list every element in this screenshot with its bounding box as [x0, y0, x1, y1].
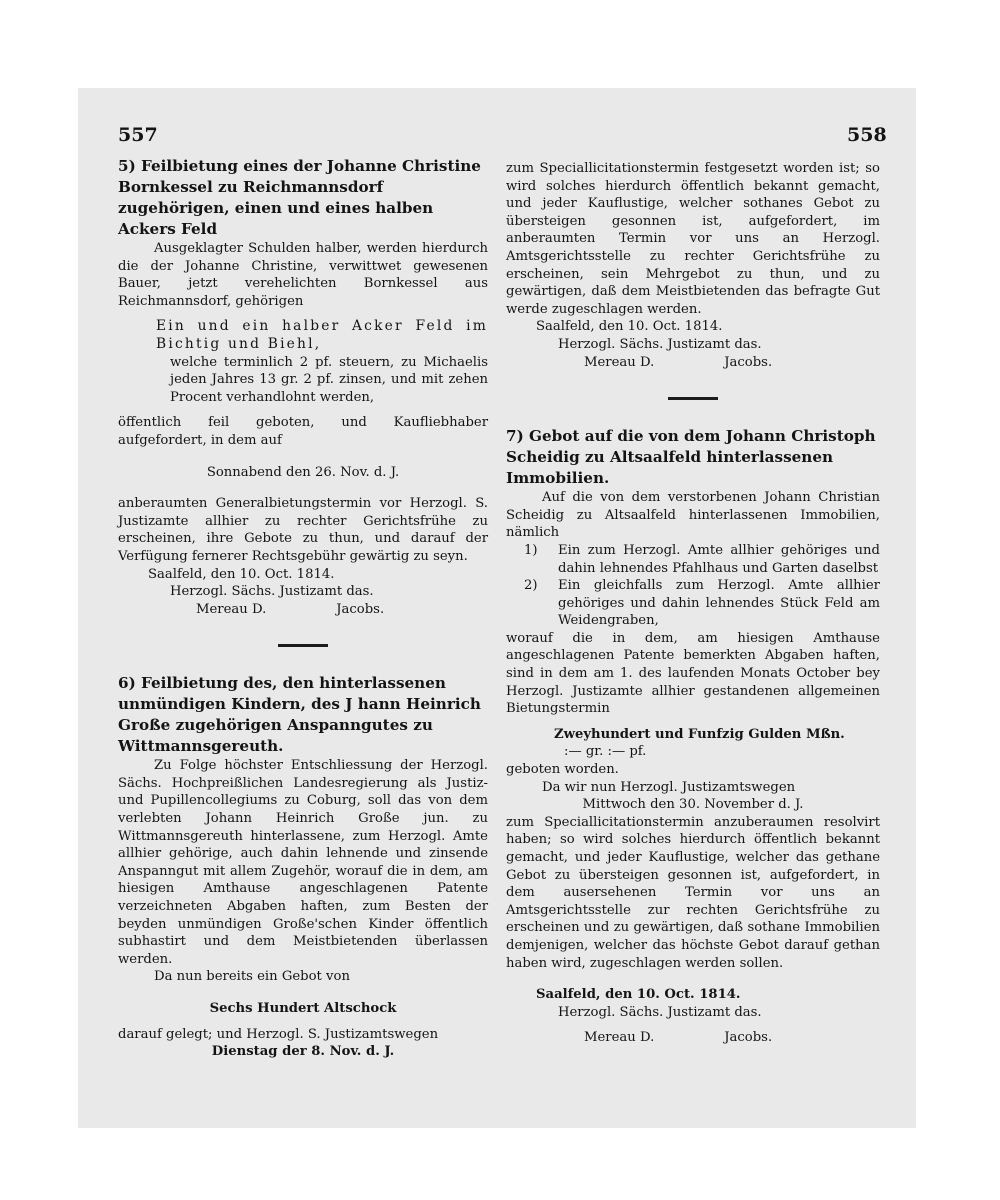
section-5-place-date: Saalfeld, den 10. Oct. 1814.	[148, 566, 335, 582]
section-5-paragraph-1: Ausgeklagter Schulden halber, werden hierdurch die der Johanne Christine, verwittwet gewesenen Bauer, jetzt verehelichten Bornkessel aus Reichmannsdorf, gehörigen	[118, 241, 488, 309]
section-7-paragraph-2: worauf die in dem, am hiesigen Amthause angeschlagenen Patente bemerkten Abgaben haften, sind in dem am 1. des laufenden Monats October bey Herzogl. Justizamte allhier gestandenen allgemeinen Bietungstermin	[506, 630, 880, 717]
section-7-amount: Zweyhundert und Funfzig Gulden Mßn.	[554, 726, 845, 742]
list-item-text: Ein gleichfalls zum Herzogl. Amte allhier gehöriges und dahin lehnendes Stück Feld am Weidengraben,	[558, 578, 880, 629]
signature-name-1: Mereau D.	[196, 601, 267, 617]
section-7-office: Herzogl. Sächs. Justizamt das.	[558, 1004, 762, 1020]
section-5-paragraph-3: anberaumten Generalbietungstermin vor Herzogl. S. Justizamte allhier zu rechter Gerichtsfrühe zu erscheinen, ihre Gebote zu thun, und darauf der Verfügung fernerer Rechtsgebühr gewärtig zu seyn.	[118, 496, 488, 564]
section-7-amount-sub: :— gr. :— pf.	[564, 744, 647, 760]
page-number-left: 557	[118, 124, 158, 146]
list-item-number: 2)	[524, 578, 538, 594]
continuation-signatures	[584, 354, 880, 372]
section-5-heading: 5) Feilbietung eines der Johanne Christine Bornkessel zu Reichmannsdorf zugehörigen, einen und eines halben Ackers Feld	[118, 157, 481, 238]
continuation-office: Herzogl. Sächs. Justizamt das.	[558, 336, 762, 352]
signature-name-2: Jacobs.	[724, 354, 773, 370]
section-6-amount: Sechs Hundert Altschock	[209, 1001, 397, 1016]
signature-name-1: Mereau D.	[584, 354, 655, 370]
page-number-right: 558	[847, 124, 887, 146]
section-5-date: Sonnabend den 26. Nov. d. J.	[206, 464, 400, 480]
list-item-text: Ein zum Herzogl. Amte allhier gehöriges und dahin lehnendes Pfahlhaus und Garten daselbst	[558, 542, 880, 576]
section-6-heading: 6) Feilbietung des, den hinterlassenen unmündigen Kindern, des J hann Heinrich Große zugehörigen Anspanngutes zu Wittmannsgereuth.	[118, 674, 481, 756]
signature-name-2: Jacobs.	[724, 1030, 773, 1046]
section-5-paragraph-2: öffentlich feil geboten, und Kaufliebhaber aufgefordert, in dem auf	[118, 415, 488, 448]
section-7-date: Mittwoch den 30. November d. J.	[582, 797, 804, 813]
continuation-paragraph: zum Speciallicitationstermin festgesetzt worden ist; so wird solches hierdurch öffentlich bekannt gemacht, und jeder Kauflustige, welcher sothanes Gebot zu übersteigen gesonnen ist, aufgefordert, im anberaumten Termin vor uns an Herzogl. Amtsgerichtsstelle zu rechter Gerichtsfrühe zu erscheinen, sein Mehrgebot zu thun, und zu gewärtigen, daß dem Meistbietenden das befragte Gut werde zugeschlagen werden.	[506, 161, 880, 317]
section-6-paragraph-2: Da nun bereits ein Gebot von	[154, 969, 350, 985]
section-6-paragraph-1: Zu Folge höchster Entschliessung der Herzogl. Sächs. Hochpreißlichen Landesregierung als Justiz- und Pupillencollegiums zu Coburg, soll das von dem verlebten Johann Heinrich Große jun. zu Wittmannsgereuth hinterlassene, zum Herzogl. Amte allhier gehörige, auch dahin lehnende und zinsende Anspanngut mit allem Zugehör, worauf die in dem, am hiesigen Amthause angeschlagenen Patente verzeichneten Abgaben haften, zum Besten der beyden unmündigen Große'schen Kinder öffentlich subhastirt und dem Meistbietenden überlassen werden.	[118, 758, 488, 967]
section-5-office: Herzogl. Sächs. Justizamt das.	[170, 584, 374, 600]
section-7-paragraph-4: Da wir nun Herzogl. Justizamtswegen	[542, 779, 796, 795]
section-5-spaced-text: Ein und ein halber Acker Feld im Bichtig und Biehl,	[156, 318, 488, 352]
section-7-paragraph-1: Auf die von dem verstorbenen Johann Christian Scheidig zu Altsaalfeld hinterlassenen Immobilien, nämlich	[506, 490, 880, 541]
signature-name-1: Mereau D.	[584, 1030, 655, 1046]
right-column	[506, 160, 880, 1047]
section-7-paragraph-5: zum Speciallicitationstermin anzuberaumen resolvirt haben; so wird solches hierdurch öffentlich bekannt gemacht, und jeder Kauflustige, welcher das gethane Gebot zu übersteigen gesonnen ist, aufgefordert, in dem ausersehenen Termin vor uns an Amtsgerichtsstelle zur rechten Gerichtsfrühe zu erscheinen und zu gewärtigen, daß sothane Immobilien demjenigen, welcher das höchste Gebot darauf gethan haben wird, zugeschlagen werden sollen.	[506, 814, 880, 971]
section-7-paragraph-3: geboten worden.	[506, 762, 619, 778]
section-7-place-date: Saalfeld, den 10. Oct. 1814.	[536, 987, 741, 1003]
section-divider	[668, 397, 718, 400]
list-item	[524, 577, 880, 630]
signature-name-2: Jacobs.	[336, 601, 385, 617]
left-column	[118, 156, 488, 1061]
list-item-number: 1)	[524, 542, 538, 558]
list-item	[524, 542, 880, 577]
continuation-place-date: Saalfeld, den 10. Oct. 1814.	[536, 319, 723, 335]
section-5-hanging-text: welche terminlich 2 pf. steuern, zu Michaelis jeden Jahres 13 gr. 2 pf. zinsen, und mit zehen Procent verhandlohnt werden,	[170, 354, 488, 405]
section-6-paragraph-3: darauf gelegt; und Herzogl. S. Justizamtswegen	[118, 1026, 439, 1042]
section-7-heading: 7) Gebot auf die von dem Johann Christoph Scheidig zu Altsaalfeld hinterlassenen Immobilien.	[506, 427, 876, 488]
section-7-signatures	[584, 1029, 880, 1047]
section-5-signatures	[196, 601, 488, 619]
section-6-date: Dienstag der 8. Nov. d. J.	[211, 1044, 395, 1060]
section-divider	[278, 644, 328, 647]
